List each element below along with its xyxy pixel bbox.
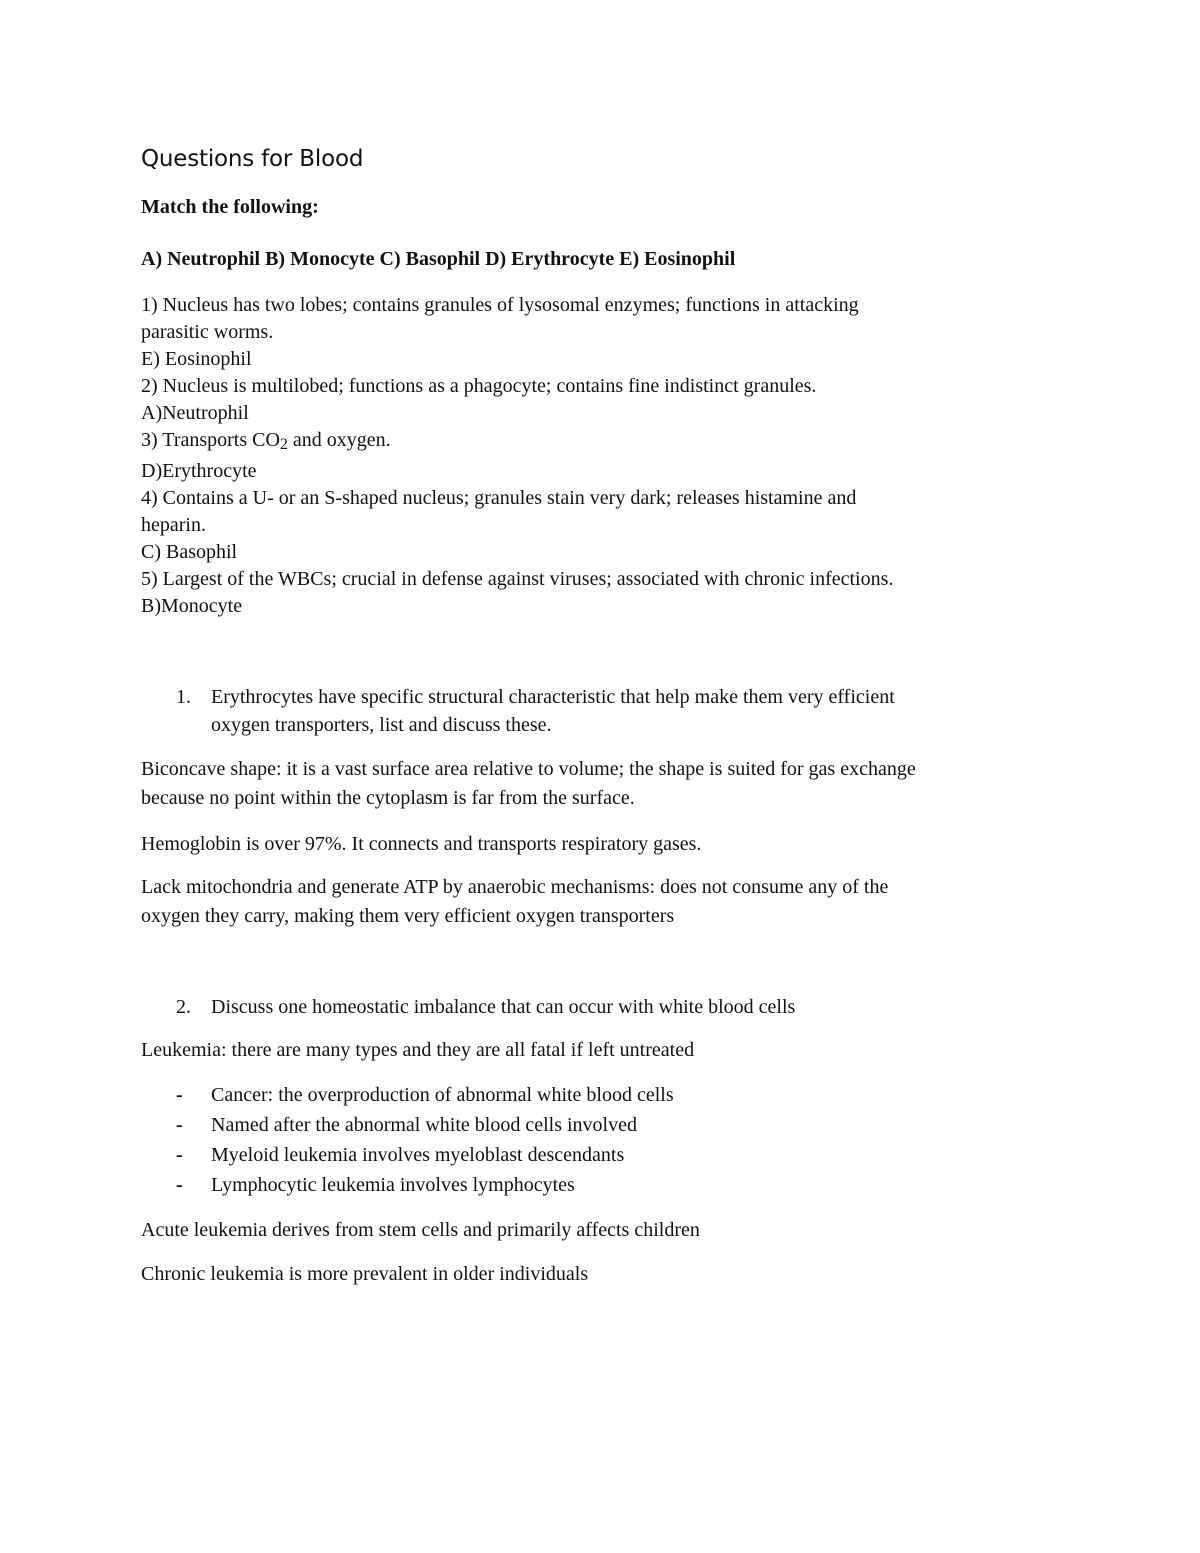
bullet-text: Named after the abnormal white blood cells involved [211,1114,637,1136]
document-page [141,140,1061,1289]
match-options: A) Neutrophil B) Monocyte C) Basophil D) Erythrocyte E) Eosinophil [141,248,736,270]
list-item [141,1080,1061,1110]
list-item [141,1140,1061,1170]
match-item-5-answer: B)Monocyte [141,595,243,617]
match-item-3-line1 [141,427,1061,458]
match-item-2-line1: 2) Nucleus is multilobed; functions as a phagocyte; contains fine indistinct granules. [141,375,817,397]
answer-1-paragraph-1-line2: because no point within the cytoplasm is far from the surface. [141,787,635,809]
match-item-1-line1: 1) Nucleus has two lobes; contains granules of lysosomal enzymes; functions in attacking [141,294,859,316]
question-1-text-line2: oxygen transporters, list and discuss these. [211,714,552,736]
matching-list [141,292,1061,620]
question-2 [141,993,1061,1021]
bullet-text: Myeloid leukemia involves myeloblast descendants [211,1144,625,1166]
question-2-text: Discuss one homeostatic imbalance that can occur with white blood cells [211,996,796,1018]
bullet-dash: - [176,1174,183,1196]
bullet-dash: - [176,1084,183,1106]
bullet-text: Lymphocytic leukemia involves lymphocytes [211,1174,575,1196]
match-item-4-line2: heparin. [141,514,206,536]
match-item-2-answer: A)Neutrophil [141,402,249,424]
question-1 [141,683,1061,739]
match-item-3-answer: D)Erythrocyte [141,460,257,482]
answer-1-paragraph-3-line2: oxygen they carry, making them very efficient oxygen transporters [141,905,675,927]
answer-1-paragraph-3 [141,873,1061,931]
answer-1-paragraph-2 [141,830,1061,859]
list-item [141,1170,1061,1200]
match-item-3-subscript: 2 [279,436,288,453]
match-heading: Match the following: [141,196,319,218]
answer-1-paragraph-3-line1: Lack mitochondria and generate ATP by anaerobic mechanisms: does not consume any of the [141,876,889,898]
answer-1-paragraph-2-line1: Hemoglobin is over 97%. It connects and transports respiratory gases. [141,833,702,855]
question-1-text-line1: Erythrocytes have specific structural characteristic that help make them very efficient [211,686,895,708]
match-item-5-line1: 5) Largest of the WBCs; crucial in defense against viruses; associated with chronic infections. [141,568,894,590]
match-item-4-answer: C) Basophil [141,541,238,563]
bullet-text: Cancer: the overproduction of abnormal white blood cells [211,1084,674,1106]
bullet-dash: - [176,1114,183,1136]
question-2-number: 2. [176,996,191,1018]
answer-1-paragraph-1-line1: Biconcave shape: it is a vast surface area relative to volume; the shape is suited for gas exchange [141,758,916,780]
leukemia-bullet-list [141,1080,1061,1200]
answer-2-closing-2: Chronic leukemia is more prevalent in older individuals [141,1263,589,1285]
document-title: Questions for Blood [141,146,364,172]
list-item [141,1110,1061,1140]
match-item-1-answer: E) Eosinophil [141,348,252,370]
match-item-3-post: and oxygen. [287,429,391,451]
match-item-1-line2: parasitic worms. [141,321,274,343]
answer-2-intro: Leukemia: there are many types and they are all fatal if left untreated [141,1039,695,1061]
bullet-dash: - [176,1144,183,1166]
answer-1-paragraph-1 [141,755,1061,813]
match-item-4-line1: 4) Contains a U- or an S-shaped nucleus; granules stain very dark; releases histamine and [141,487,857,509]
question-1-number: 1. [176,686,191,708]
answer-2-closing-1: Acute leukemia derives from stem cells and primarily affects children [141,1219,700,1241]
match-item-3-pre: 3) Transports CO [141,429,280,451]
